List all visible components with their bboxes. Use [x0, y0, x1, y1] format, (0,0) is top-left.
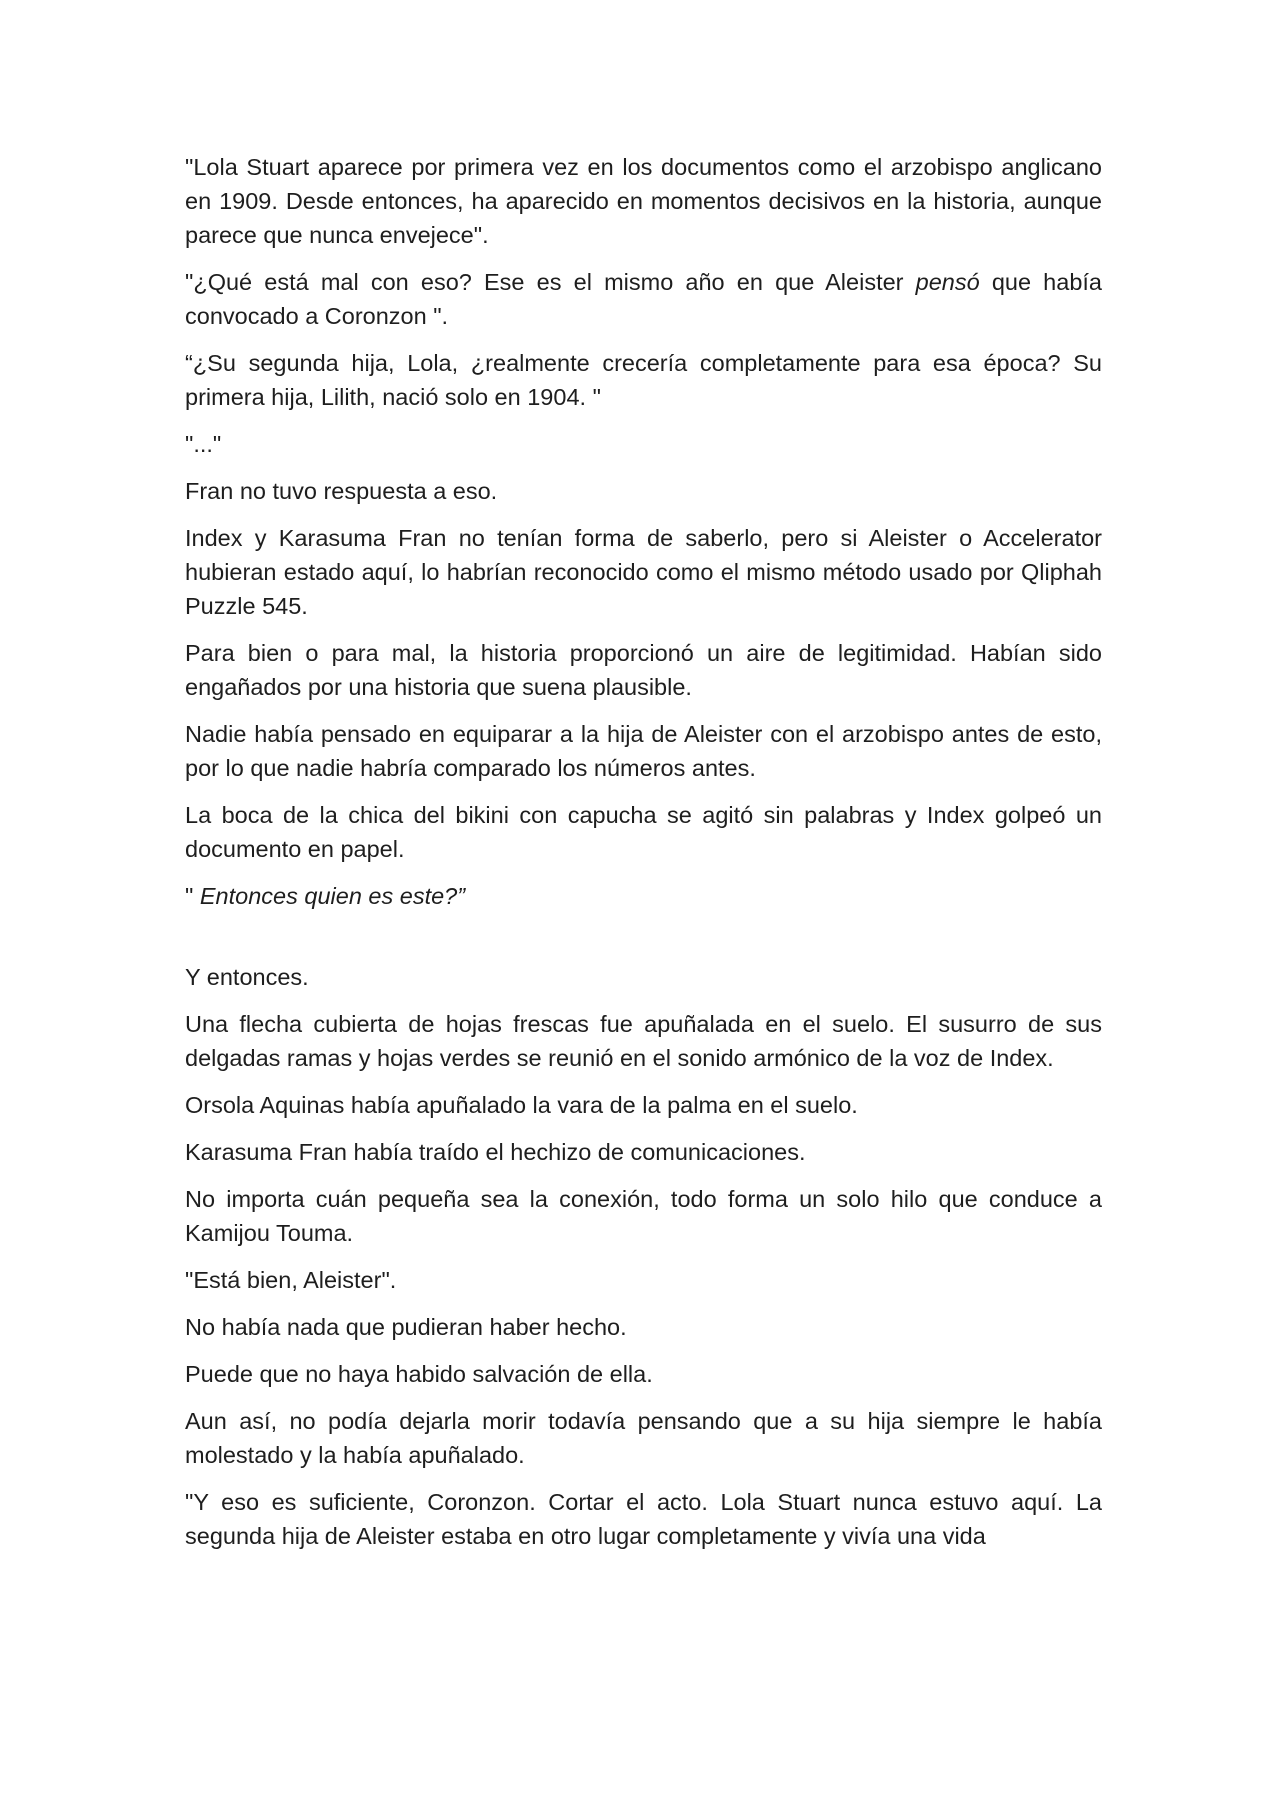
paragraph: Fran no tuvo respuesta a eso. — [185, 478, 498, 504]
paragraph: "¿Qué está mal con eso? Ese es el mismo año en que Aleister pensó que había convocado a Coronzon ". — [185, 269, 1102, 329]
italic-emphasis: Entonces quien es este?” — [199, 883, 466, 909]
paragraph: No importa cuán pequeña sea la conexión, todo forma un solo hilo que conduce a Kamijou Touma. — [185, 1186, 1102, 1246]
paragraph: "..." — [185, 431, 222, 457]
paragraph: Puede que no haya habido salvación de ella. — [185, 1361, 653, 1387]
paragraph: Karasuma Fran había traído el hechizo de comunicaciones. — [185, 1139, 806, 1165]
paragraph: "Está bien, Aleister". — [185, 1267, 397, 1293]
paragraph: "Lola Stuart aparece por primera vez en los documentos como el arzobispo anglicano en 1909. Desde entonces, ha aparecido en momentos decisivos en la historia, aunque parece que nunca envejece". — [185, 154, 1102, 248]
paragraph: Aun así, no podía dejarla morir todavía pensando que a su hija siempre le había molestado y la había apuñalado. — [185, 1408, 1102, 1468]
paragraph: "Y eso es suficiente, Coronzon. Cortar el acto. Lola Stuart nunca estuvo aquí. La segunda hija de Aleister estaba en otro lugar completamente y vivía una vida — [185, 1489, 1102, 1549]
document-body — [185, 150, 1102, 1566]
paragraph: Orsola Aquinas había apuñalado la vara de la palma en el suelo. — [185, 1092, 858, 1118]
paragraph: Nadie había pensado en equiparar a la hija de Aleister con el arzobispo antes de esto, por lo que nadie habría comparado los números antes. — [185, 721, 1102, 781]
paragraph: La boca de la chica del bikini con capucha se agitó sin palabras y Index golpeó un documento en papel. — [185, 802, 1102, 862]
paragraph: Y entonces. — [185, 964, 309, 990]
italic-emphasis: pensó — [915, 269, 980, 295]
paragraph: " Entonces quien es este?” — [185, 883, 466, 909]
paragraph: “¿Su segunda hija, Lola, ¿realmente crecería completamente para esa época? Su primera hija, Lilith, nació solo en 1904. " — [185, 350, 1102, 410]
paragraph: Index y Karasuma Fran no tenían forma de saberlo, pero si Aleister o Accelerator hubieran estado aquí, lo habrían reconocido como el mismo método usado por Qliphah Puzzle 545. — [185, 525, 1102, 619]
paragraph: Para bien o para mal, la historia proporcionó un aire de legitimidad. Habían sido engañados por una historia que suena plausible. — [185, 640, 1102, 700]
paragraph: Una flecha cubierta de hojas frescas fue apuñalada en el suelo. El susurro de sus delgadas ramas y hojas verdes se reunió en el sonido armónico de la voz de Index. — [185, 1011, 1102, 1071]
paragraph: No había nada que pudieran haber hecho. — [185, 1314, 627, 1340]
